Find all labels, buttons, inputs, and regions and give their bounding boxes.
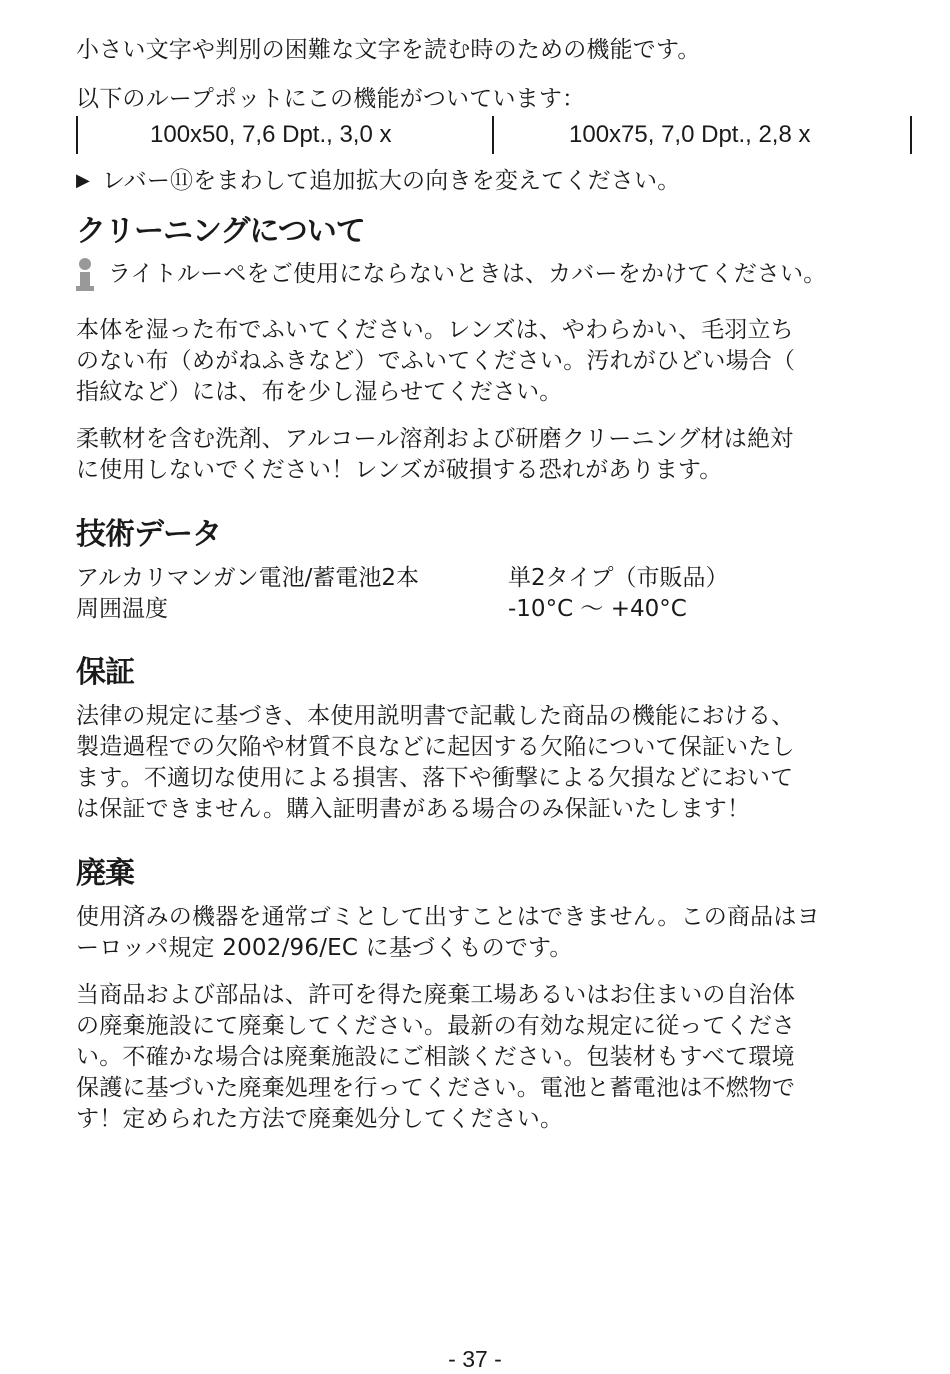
cleaning-paragraph-2 [76,424,793,486]
tech-value: -10°C ～ +40°C [508,596,687,622]
text-line: す！定められた方法で廃棄処分してください。 [76,1106,564,1132]
model-2: 100x75, 7,0 Dpt., 2,8 x [569,121,811,148]
warranty-heading: 保証 [76,655,134,690]
tech-label: アルカリマンガン電池/蓄電池2本 [76,565,420,591]
text-line: に使用しないでください！レンズが破損する恐れがあります。 [76,457,723,483]
text-line: 保護に基づいた廃棄処理を行ってください。電池と蓄電池は不燃物で [76,1075,796,1101]
text-line: 法律の規定に基づき、本使用説明書で記載した商品の機能における、 [76,703,795,729]
play-arrow-icon: ▶ [76,170,91,191]
text-line: 当商品および部品は、許可を得た廃棄工場あるいはお住まいの自治体 [76,982,796,1008]
cleaning-info-note [76,258,827,290]
warranty-paragraph [76,701,795,825]
text-line: は保証できません。購入証明書がある場合のみ保証いたします！ [76,796,751,822]
info-note-text: ライトルーペをご使用にならないときは、カバーをかけてください。 [108,261,827,287]
model-1: 100x50, 7,6 Dpt., 3,0 x [150,121,392,148]
text-line: ーロッパ規定 2002/96/EC に基づくものです。 [76,935,573,961]
intro-text: 小さい文字や判別の困難な文字を読む時のための機能です。 [76,37,701,63]
text-line: 柔軟材を含む洗剤、アルコール溶剤および研磨クリーニング材は絶対 [76,426,794,452]
text-line: 製造過程での欠陥や材質不良などに起因する欠陥について保証いたし [76,734,795,760]
cleaning-paragraph-1 [76,315,795,408]
lever-instruction-text: レバー⑪をまわして追加拡大の向きを変えてください。 [102,168,681,194]
text-line: 本体を湿った布でふいてください。レンズは、やわらかい、毛羽立ち [76,317,794,343]
models-divider-right [910,116,912,154]
disposal-paragraph-2 [76,980,795,1135]
tech-heading: 技術データ [76,517,221,552]
text-line: 使用済みの機器を通常ゴミとして出すことはできません。この商品はヨ [76,904,820,930]
text-line: の廃棄施設にて廃棄してください。最新の有効な規定に従ってくださ [76,1013,796,1039]
page-number: - 37 - [448,1346,502,1372]
tech-value: 単2タイプ（市販品） [508,565,729,591]
models-table [76,116,912,156]
tech-label: 周囲温度 [76,596,168,622]
disposal-paragraph-1 [76,902,820,964]
info-icon [76,258,94,290]
models-intro: 以下のループポットにこの機能がついています： [76,86,586,112]
text-line: 指紋など）には、布を少し湿らせてください。 [76,379,563,405]
text-line: い。不確かな場合は廃棄施設にご相談ください。包装材もすべて環境 [76,1044,795,1070]
cleaning-heading: クリーニングについて [76,214,365,249]
lever-instruction [76,166,680,197]
models-divider-left [76,116,78,154]
text-line: のない布（めがねふきなど）でふいてください。汚れがひどい場合（ [76,348,796,374]
disposal-heading: 廃棄 [76,856,134,891]
models-divider-middle [492,116,494,154]
text-line: ます。不適切な使用による損害、落下や衝撃による欠損などにおいて [76,765,794,791]
